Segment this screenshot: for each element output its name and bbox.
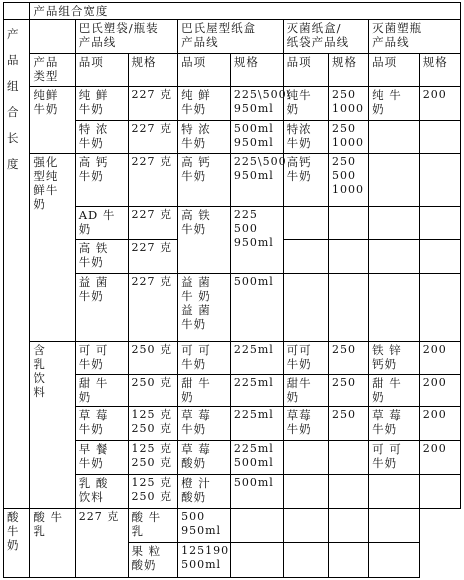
col-header-spec: 规格 [230, 54, 283, 87]
spec-cell: 200 [419, 341, 460, 374]
spec-cell: 250 500 1000 [329, 153, 369, 206]
spec-cell: 225\500 950ml [230, 153, 283, 206]
item-cell: 高 钙 牛奶 [75, 153, 128, 206]
spec-cell: 500 950ml [178, 509, 231, 543]
spec-cell: 200 [419, 87, 460, 121]
item-cell: 酸 牛 乳 [128, 509, 178, 543]
spec-cell [329, 441, 369, 475]
category-label: 酸 牛 奶 [4, 509, 30, 578]
item-cell: 纯牛 奶 [283, 87, 328, 121]
item-cell [283, 441, 328, 475]
item-cell: 早 餐 牛奶 [75, 441, 128, 475]
spec-cell [419, 240, 460, 274]
spec-cell [329, 207, 369, 240]
spec-cell: 500ml [230, 274, 283, 342]
spec-cell [329, 475, 369, 509]
line-header-4: 灭菌塑瓶 产品线 [369, 20, 461, 54]
col-header-item: 品项 [283, 54, 328, 87]
col-header-spec: 规格 [128, 54, 178, 87]
item-cell: 甜 牛 奶 [369, 374, 420, 407]
item-cell: 益 菌 牛 奶 益 菌 牛奶 [178, 274, 231, 342]
spec-cell [419, 121, 460, 154]
item-cell: 可可 牛奶 [283, 341, 328, 374]
item-cell [283, 274, 328, 342]
spec-cell: 250 克 [128, 374, 178, 407]
spec-cell: 200 [419, 374, 460, 407]
item-cell [369, 207, 420, 240]
spec-cell: 125 克 250 克 [128, 475, 178, 509]
spec-cell: 125 克 250 克 [128, 407, 178, 441]
spec-cell: 227 克 [128, 207, 178, 240]
item-cell: 橙 汁 酸奶 [178, 475, 231, 509]
item-cell: 益 菌 牛奶 [75, 274, 128, 342]
item-cell: 可 可 牛奶 [75, 341, 128, 374]
spec-cell: 225ml [230, 407, 283, 441]
line-header-1: 巴氏塑袋/瓶装 产品线 [75, 20, 177, 54]
item-cell: 特浓 牛奶 [283, 121, 328, 154]
spec-cell: 225ml [230, 374, 283, 407]
spec-cell: 225\500\ 950ml [230, 87, 283, 121]
spec-cell: 200 [419, 441, 460, 475]
item-cell: 草 莓 酸奶 [178, 441, 231, 475]
line-header-3: 灭菌纸盒/ 纸袋产品线 [283, 20, 368, 54]
spec-cell: 250 1000 [329, 87, 369, 121]
spec-cell [283, 509, 328, 543]
col-header-spec: 规格 [329, 54, 369, 87]
spec-cell [419, 475, 460, 509]
spec-cell: 125190 500ml [178, 542, 231, 577]
spec-cell: 225ml [230, 341, 283, 374]
item-cell [283, 475, 328, 509]
item-cell [230, 509, 283, 543]
category-label: 纯鲜 牛奶 [30, 87, 75, 154]
spec-cell: 250 [329, 341, 369, 374]
spec-cell: 250 [329, 407, 369, 441]
spec-cell: 227 克 [128, 153, 178, 206]
spec-cell: 200 [419, 407, 460, 441]
spec-cell [329, 274, 369, 342]
item-cell: 铁 锌 钙奶 [369, 341, 420, 374]
spec-cell [419, 207, 460, 240]
item-cell: 酸 牛 乳 [30, 509, 75, 578]
item-cell: 纯 鲜 牛奶 [75, 87, 128, 121]
spec-cell [419, 153, 460, 206]
item-cell: 甜牛 奶 [283, 374, 328, 407]
item-cell: 草 莓 牛奶 [178, 407, 231, 441]
spec-cell [283, 542, 328, 577]
spec-cell: 227 克 [75, 509, 128, 578]
spec-cell: 250 1000 [329, 121, 369, 154]
item-cell: 特 浓 牛奶 [178, 121, 231, 154]
spec-cell: 250 克 [128, 341, 178, 374]
item-cell: 甜 牛 奶 [178, 374, 231, 407]
spec-cell: 227 克 [128, 274, 178, 342]
item-cell: 乳 酸 饮料 [75, 475, 128, 509]
item-cell [369, 121, 420, 154]
col-header-category: 产品 类型 [30, 54, 75, 87]
line-header-2: 巴氏屋型纸盒 产品线 [178, 20, 284, 54]
item-cell: 特 浓 牛奶 [75, 121, 128, 154]
item-cell [329, 509, 369, 543]
item-cell: 草莓 牛奶 [283, 407, 328, 441]
item-cell: 高 铁 牛奶 [178, 207, 231, 274]
item-cell: 草 莓 牛奶 [369, 407, 420, 441]
spec-cell: 225 500 950ml [230, 207, 283, 274]
category-label: 含 乳 饮 料 [30, 341, 75, 508]
spec-cell: 500ml [230, 475, 283, 509]
item-cell [369, 475, 420, 509]
item-cell: 纯 牛 奶 [369, 87, 420, 121]
product-mix-table [3, 2, 461, 578]
spec-cell: 125 克 250 克 [128, 441, 178, 475]
item-cell: AD 牛 奶 [75, 207, 128, 240]
spec-cell: 225ml 500ml [230, 441, 283, 475]
item-cell: 甜 牛 奶 [75, 374, 128, 407]
item-cell [369, 153, 420, 206]
item-cell: 高钙 牛奶 [283, 153, 328, 206]
item-cell [329, 542, 369, 577]
item-cell: 草 莓 牛奶 [75, 407, 128, 441]
spec-cell [369, 509, 420, 543]
item-cell [283, 207, 328, 240]
item-cell: 纯 鲜 牛奶 [178, 87, 231, 121]
spec-cell: 227 克 [128, 87, 178, 121]
item-cell: 高 铁 牛奶 [75, 240, 128, 274]
table-title: 产品组合宽度 [30, 3, 461, 20]
category-label: 强化 型纯 鲜牛 奶 [30, 153, 75, 341]
item-cell: 果 粒 酸奶 [128, 542, 178, 577]
col-header-spec: 规格 [419, 54, 460, 87]
item-cell: 可 可 牛奶 [369, 441, 420, 475]
col-header-item: 品项 [369, 54, 420, 87]
item-cell [369, 274, 420, 342]
side-label: 产 品 组 合 长 度 [4, 20, 30, 509]
item-cell [230, 542, 283, 577]
item-cell [283, 240, 328, 274]
spec-cell [369, 542, 420, 577]
item-cell [369, 240, 420, 274]
col-header-item: 品项 [178, 54, 231, 87]
item-cell: 高 钙 牛奶 [178, 153, 231, 206]
spec-cell: 227 克 [128, 121, 178, 154]
spec-cell [419, 274, 460, 342]
item-cell: 可 可 牛奶 [178, 341, 231, 374]
col-header-item: 品项 [75, 54, 128, 87]
spec-cell: 250 [329, 374, 369, 407]
spec-cell: 227 克 [128, 240, 178, 274]
spec-cell: 500ml 950ml [230, 121, 283, 154]
spec-cell [329, 240, 369, 274]
